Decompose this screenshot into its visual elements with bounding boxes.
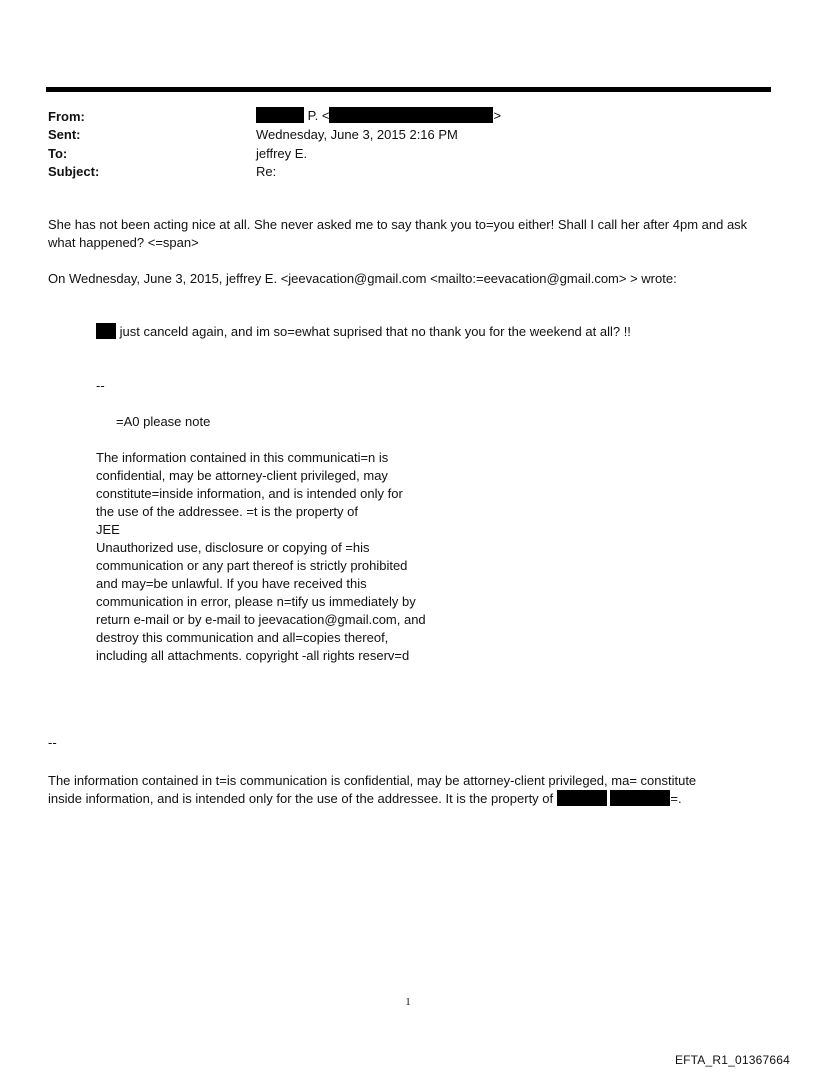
to-label: To: [48,146,68,161]
document-id: EFTA_R1_01367664 [674,1053,790,1067]
page-number: 1 [405,996,411,1008]
redaction-box [96,323,116,339]
disclaimer-line: communication in error, please n=tify us immediately by [96,594,416,609]
disclaimer-line: communication or any part thereof is strictly prohibited [96,558,408,573]
from-name-text: P. < [307,108,330,123]
quoted-message [96,323,631,341]
disclaimer-line: destroy this communication and all=copies thereof, [96,630,389,645]
disclaimer-line: return e-mail or by e-mail to jeevacation@gmail.com, and [96,612,426,627]
to-value: jeffrey E. [256,146,308,161]
redaction-box [610,790,670,806]
disclaimer-line: The information contained in this communicati=n is [96,450,389,465]
footer-line-2-end: =. [670,791,682,806]
redaction-box [329,107,493,123]
from-value [256,107,501,124]
disclaimer-line: the use of the addressee. =t is the property of [96,504,358,519]
signature-separator: -- [48,735,57,750]
footer-line-2-text: inside information, and is intended only for the use of the addressee. It is the property of [48,791,554,806]
disclaimer-line: confidential, may be attorney-client privileged, may [96,468,388,483]
redaction-box [256,107,304,123]
sent-label: Sent: [48,127,81,142]
disclaimer-line: constitute=inside information, and is intended only for [96,486,403,501]
reply-intro: On Wednesday, June 3, 2015, jeffrey E. <jeevacation@gmail.com <mailto:=eevacation@gmail.com> > wrote: [48,271,677,286]
quoted-disclaimer [96,449,426,665]
subject-value: Re: [256,164,277,179]
sent-value: Wednesday, June 3, 2015 2:16 PM [256,127,458,142]
from-end-text: > [493,108,502,123]
quoted-note: =A0 please note [116,414,211,429]
disclaimer-line: including all attachments. copyright -all rights reserv=d [96,648,410,663]
footer-disclaimer-line-2 [48,790,773,808]
disclaimer-line: JEE [96,522,120,537]
redaction-box [557,790,607,806]
quoted-message-text: just canceld again, and im so=ewhat suprised that no thank you for the weekend at all? !! [119,324,631,339]
footer-disclaimer-line-1: The information contained in t=is communication is confidential, may be attorney-client privileged, ma= constitute [48,773,697,788]
body-paragraph: She has not been acting nice at all. She never asked me to say thank you to=you either! Shall I call her after 4pm and ask what happened? <=span> [48,217,748,250]
quoted-signature-separator: -- [96,378,105,393]
disclaimer-line: and may=be unlawful. If you have received this [96,576,367,591]
disclaimer-line: Unauthorized use, disclosure or copying of =his [96,540,370,555]
subject-label: Subject: [48,164,100,179]
header-rule [46,87,771,92]
from-label: From: [48,109,85,124]
